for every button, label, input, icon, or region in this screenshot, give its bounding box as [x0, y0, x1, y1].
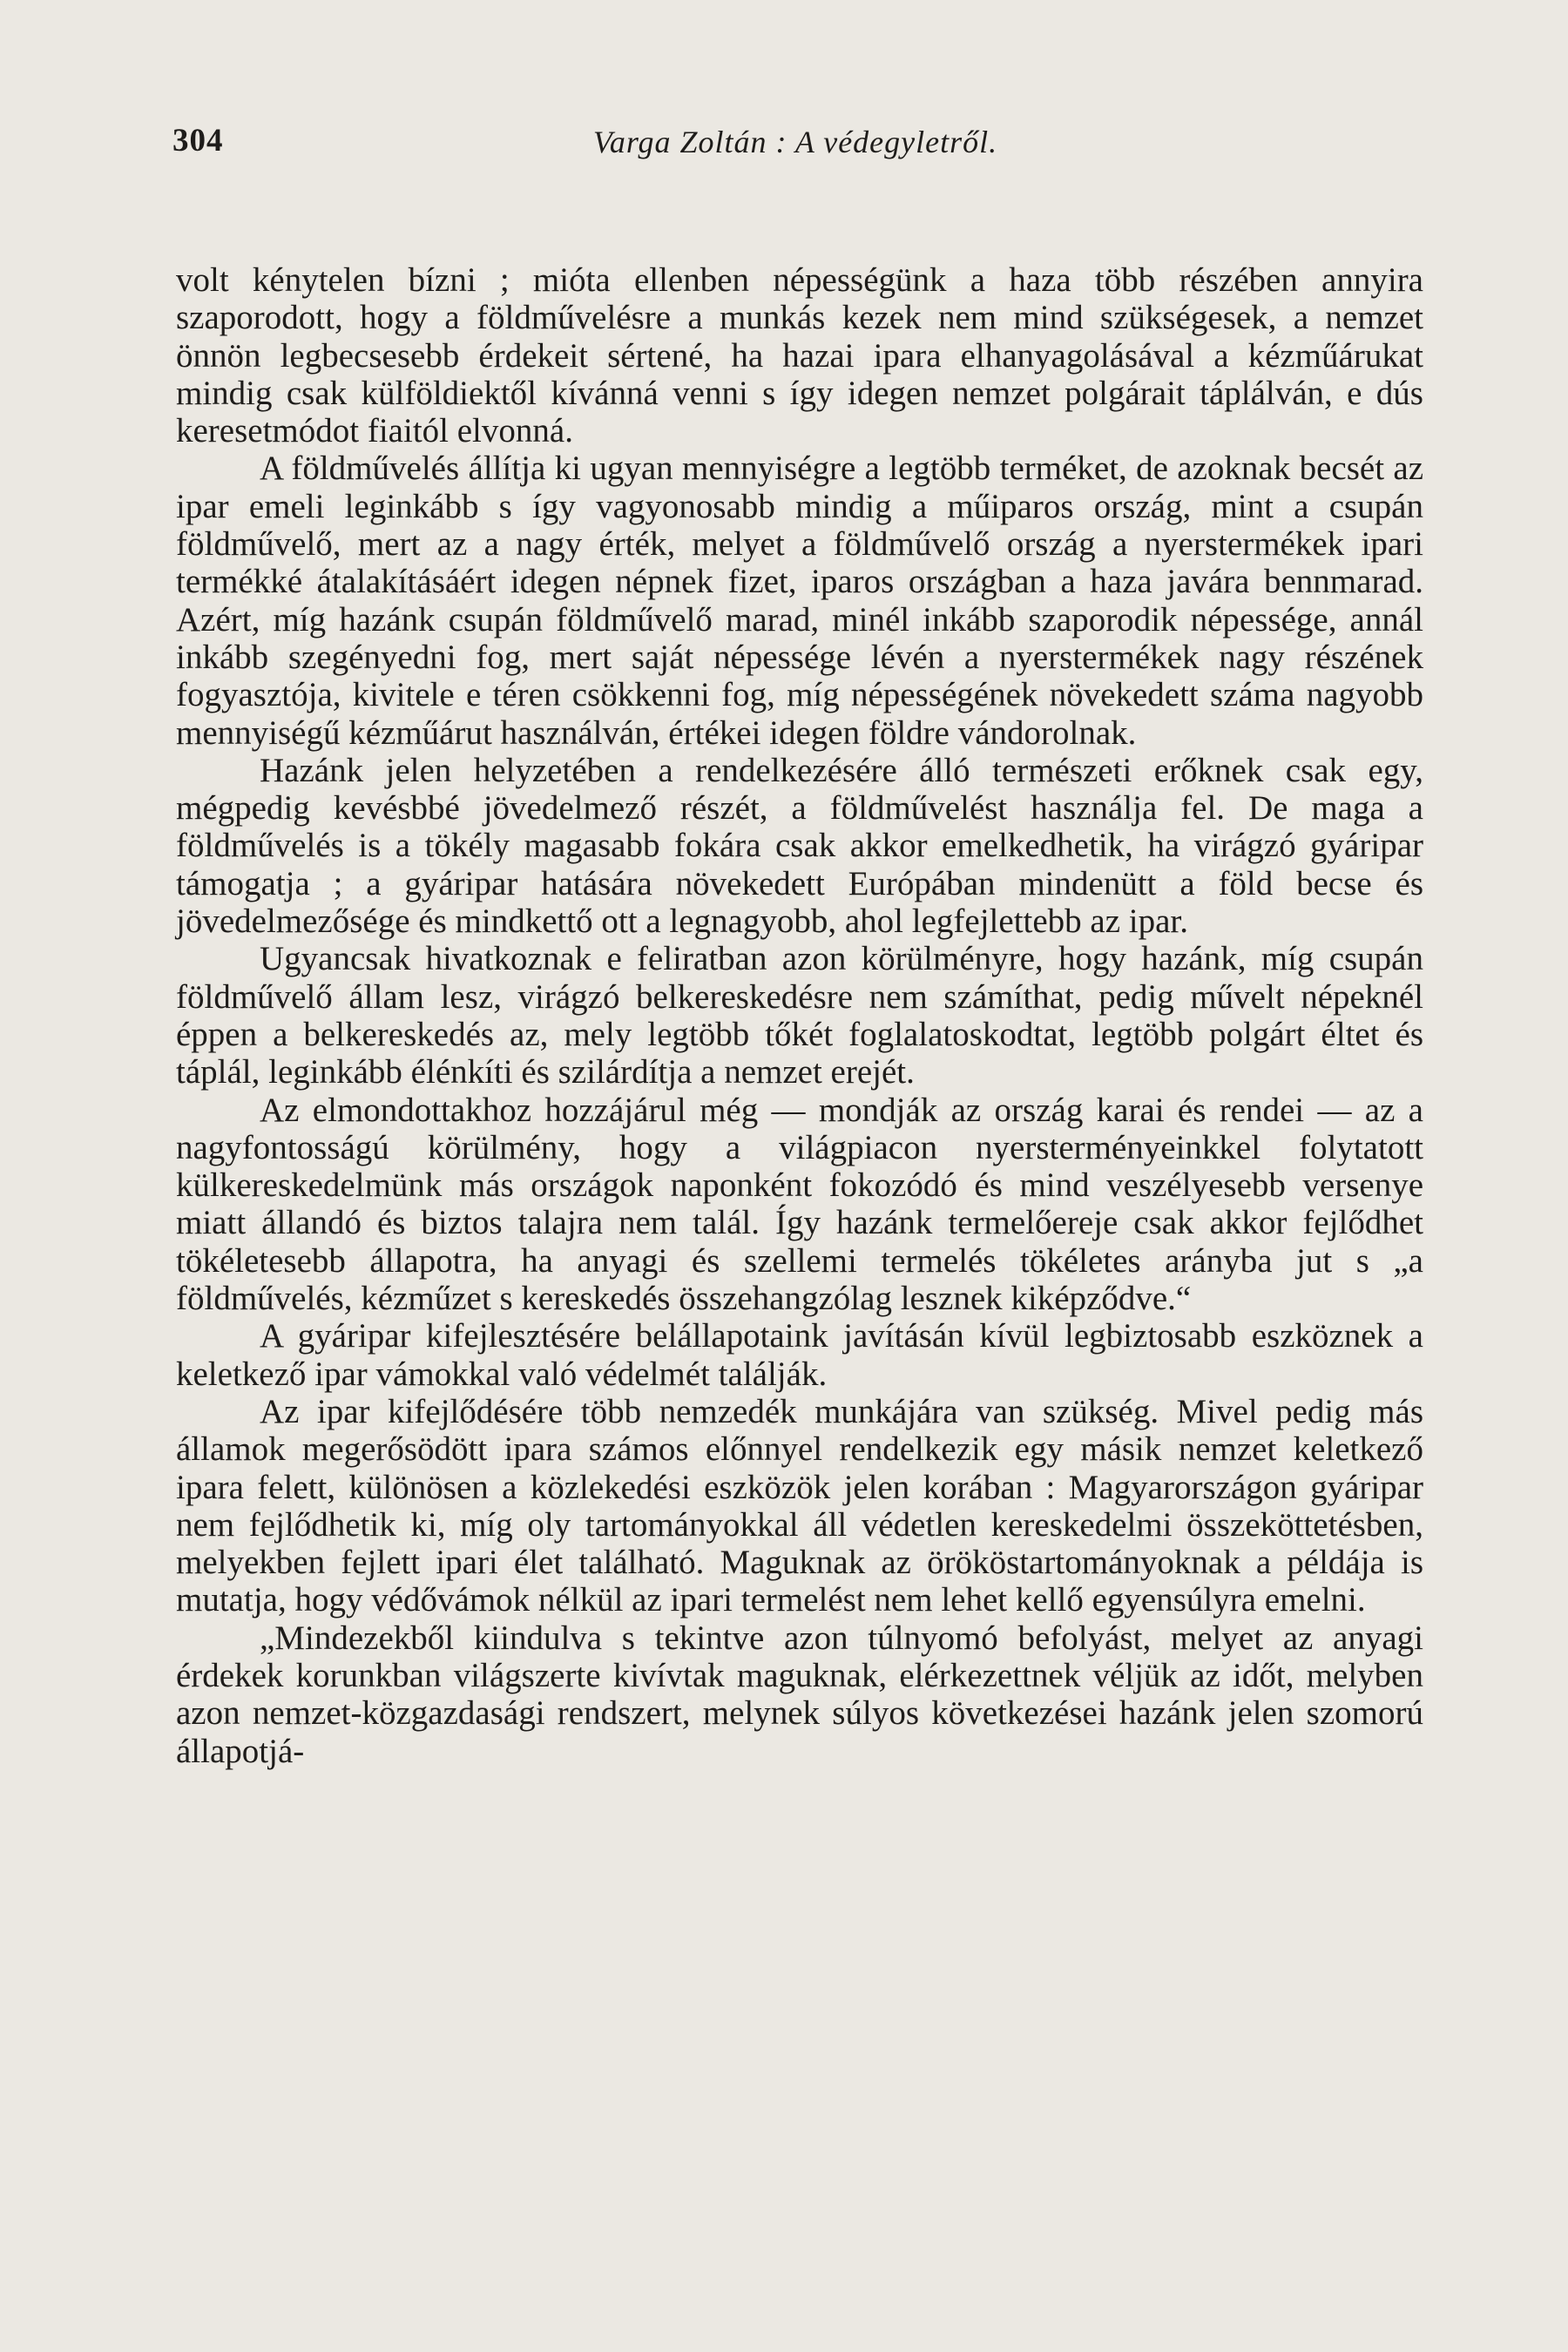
- paragraph: volt kénytelen bízni ; mióta ellenben népességünk a haza több részében annyira szaporodott, hogy a földművelésre a munkás kezek nem mind szükségesek, a nemzet önnön legbecsesebb érdekeit sértené, ha hazai ipara elhanyagolásával a kézműárukat mindig csak külföldiektől kívánná venni s így idegen nemzet polgárait táplálván, e dús keresetmódot fiaitól elvonná.: [176, 261, 1423, 450]
- page-header: [172, 122, 1418, 174]
- body-text: [176, 261, 1423, 1770]
- paragraph: Ugyancsak hivatkoznak e feliratban azon körülményre, hogy hazánk, míg csupán földművelő állam lesz, virágzó belkereskedésre nem számíthat, pedig művelt népeknél éppen a belkereskedés az, mely legtöbb tőkét foglalatoskodtat, legtöbb polgárt éltet és táplál, leginkább élénkíti és szilárdítja a nemzet erejét.: [176, 940, 1423, 1092]
- paragraph: Hazánk jelen helyzetében a rendelkezésére álló természeti erőknek csak egy, mégpedig kevésbbé jövedelmező részét, a földművelést használja fel. De maga a földművelés is a tökély magasabb fokára csak akkor emelkedhetik, ha virágzó gyáripar támogatja ; a gyáripar hatására növekedett Európában mindenütt a föld becse és jövedelmezősége és mindkettő ott a legnagyobb, ahol legfejlettebb az ipar.: [176, 751, 1423, 941]
- paragraph: Az elmondottakhoz hozzájárul még — mondják az ország karai és rendei — az a nagyfontosságú körülmény, hogy a világpiacon nyersterményeinkkel folytatott külkereskedelmünk más országok naponként fokozódó és mind veszélyesebb versenye miatt állandó és biztos talajra nem talál. Így hazánk termelőereje csak akkor fejlődhet tökéletesebb állapotra, ha anyagi és szellemi termelés tökéletes arányba jut s „a földművelés, kézműzet s kereskedés összehangzólag lesznek kiképződve.“: [176, 1091, 1423, 1318]
- paragraph: A gyáripar kifejlesztésére belállapotaink javításán kívül legbiztosabb eszköznek a keletkező ipar vámokkal való védelmét találják.: [176, 1317, 1423, 1393]
- paragraph: A földművelés állítja ki ugyan mennyiségre a legtöbb terméket, de azoknak becsét az ipar emeli leginkább s így vagyonosabb mindig a műiparos ország, mint a csupán földművelő, mert az a nagy érték, melyet a földművelő ország a nyerstermékek ipari termékké átalakításáért idegen népnek fizet, iparos országban a haza javára bennmarad. Azért, míg hazánk csupán földművelő marad, minél inkább szaporodik népessége, annál inkább szegényedni fog, mert saját népessége lévén a nyerstermékek nagy részének fogyasztója, kivitele e téren csökkenni fog, míg népességének növekedett száma nagyobb mennyiségű kézműárut használván, értékei idegen földre vándorolnak.: [176, 449, 1423, 752]
- page-number: 304: [172, 123, 224, 159]
- paragraph: „Mindezekből kiindulva s tekintve azon túlnyomó befolyást, melyet az anyagi érdekek korunkban világszerte kivívtak maguknak, elérkezettnek véljük az időt, melyben azon nemzet-közgazdasági rendszert, melynek súlyos következései hazánk jelen szomorú állapotjá-: [176, 1619, 1423, 1770]
- paragraph: Az ipar kifejlődésére több nemzedék munkájára van szükség. Mivel pedig más államok megerősödött ipara számos előnnyel rendelkezik egy másik nemzet keletkező ipara felett, különösen a közlekedési eszközök jelen korában : Magyarországon gyáripar nem fejlődhetik ki, míg oly tartományokkal áll védetlen kereskedelmi összeköttetésben, melyekben fejlett ipari élet található. Maguknak az örököstartományoknak a példája is mutatja, hogy védővámok nélkül az ipari termelést nem lehet kellő egyensúlyra emelni.: [176, 1392, 1423, 1619]
- running-title: Varga Zoltán : A védegyletről.: [592, 125, 998, 159]
